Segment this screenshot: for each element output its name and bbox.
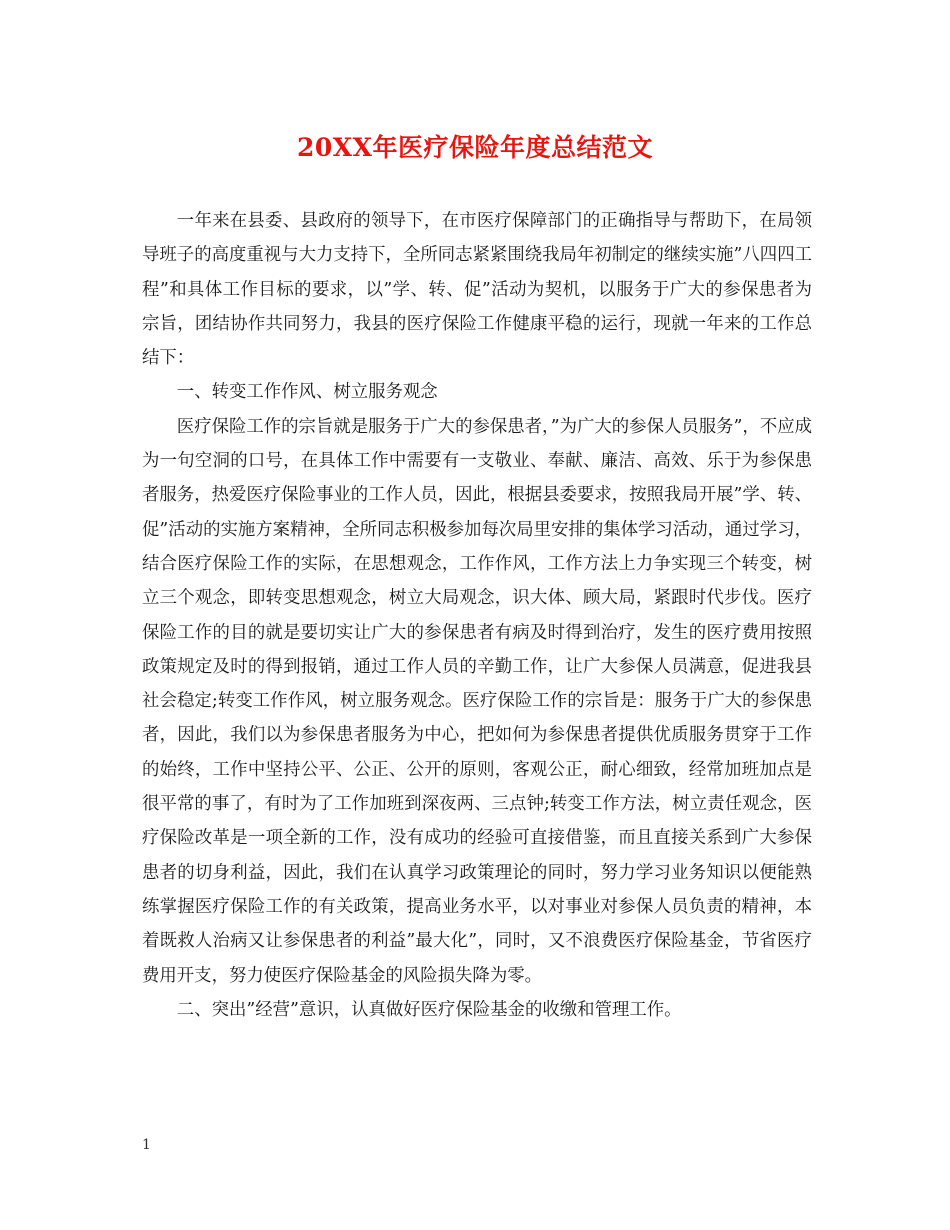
document-body — [142, 204, 812, 1027]
section-paragraph-1: 医疗保险工作的宗旨就是服务于广大的参保患者，”为广大的参保人员服务”，不应成为一句空洞的口号，在具体工作中需要有一支敬业、奉献、廉洁、高效、乐于为参保患者服务，热爱医疗保险事业的工作人员，因此，根据县委要求，按照我局开展”学、转、促”活动的实施方案精神，全所同志积极参加每次局里安排的集体学习活动，通过学习，结合医疗保险工作的实际，在思想观念，工作作风，工作方法上力争实现三个转变，树立三个观念，即转变思想观念，树立大局观念，识大体、顾大局，紧跟时代步伐。医疗保险工作的目的就是要切实让广大的参保患者有病及时得到治疗，发生的医疗费用按照政策规定及时的得到报销，通过工作人员的辛勤工作，让广大参保人员满意，促进我县社会稳定;转变工作作风，树立服务观念。医疗保险工作的宗旨是：服务于广大的参保患者，因此，我们以为参保患者服务为中心，把如何为参保患者提供优质服务贯穿于工作的始终，工作中坚持公平、公正、公开的原则，客观公正，耐心细致，经常加班加点是很平常的事了，有时为了工作加班到深夜两、三点钟;转变工作方法，树立责任观念，医疗保险改革是一项全新的工作，没有成功的经验可直接借鉴，而且直接关系到广大参保患者的切身利益，因此，我们在认真学习政策理论的同时，努力学习业务知识以便能熟练掌握医疗保险工作的有关政策，提高业务水平，以对事业对参保人员负责的精神，本着既救人治病又让参保患者的利益”最大化”，同时，又不浪费医疗保险基金，节省医疗费用开支，努力使医疗保险基金的风险损失降为零。 — [142, 416, 812, 986]
page-number: 1 — [142, 1137, 151, 1153]
section-heading-2: 二、突出”经营”意识，认真做好医疗保险基金的收缴和管理工作。 — [176, 999, 682, 1020]
document-title: 20XX年医疗保险年度总结范文 — [296, 133, 654, 162]
intro-paragraph: 一年来在县委、县政府的领导下，在市医疗保障部门的正确指导与帮助下，在局领导班子的高度重视与大力支持下，全所同志紧紧围绕我局年初制定的继续实施”八四四工程”和具体工作目标的要求，以”学、转、促”活动为契机，以服务于广大的参保患者为宗旨，团结协作共同努力，我县的医疗保险工作健康平稳的运行，现就一年来的工作总结下： — [142, 211, 812, 369]
section-heading-1: 一、转变工作作风、树立服务观念 — [176, 382, 438, 403]
